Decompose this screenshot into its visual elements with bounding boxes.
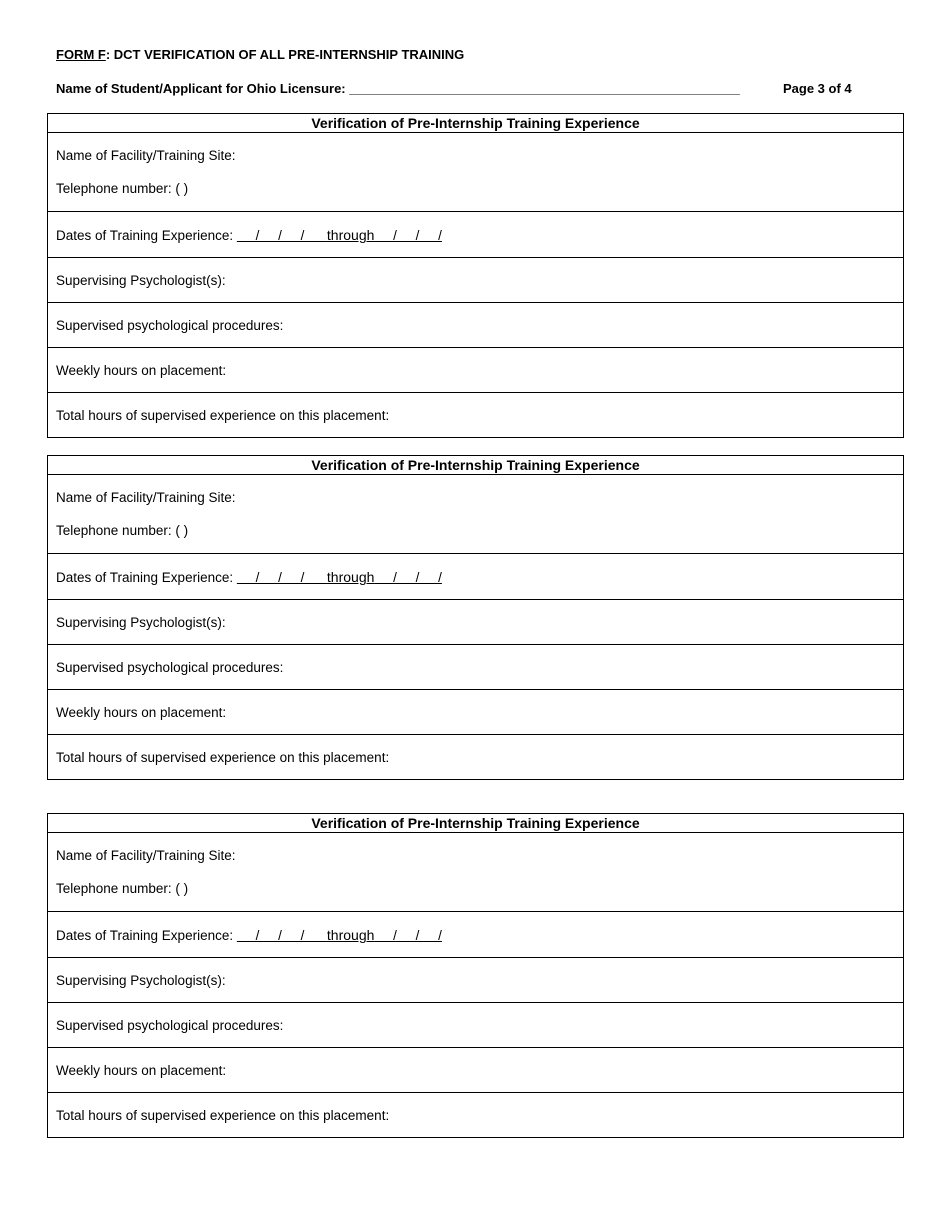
total-hours-field[interactable]: Total hours of supervised experience on this placement: <box>56 408 390 423</box>
facility-name-field[interactable]: Name of Facility/Training Site: <box>56 848 236 863</box>
dates-end[interactable]: / / / <box>374 570 442 585</box>
supervisors-section <box>48 258 903 303</box>
dates-through: through <box>326 569 375 585</box>
facility-section <box>48 133 903 212</box>
weekly-hours-section <box>48 348 903 393</box>
dates-through: through <box>326 927 375 943</box>
total-hours-field[interactable]: Total hours of supervised experience on this placement: <box>56 750 390 765</box>
supervisors-section <box>48 600 903 645</box>
procedures-section <box>48 645 903 690</box>
block-heading: Verification of Pre-Internship Training Experience <box>48 114 903 133</box>
total-hours-section <box>48 735 903 779</box>
page-number: Page 3 of 4 <box>783 81 852 96</box>
facility-section <box>48 833 903 912</box>
telephone-field[interactable]: Telephone number: ( ) <box>56 523 189 538</box>
verification-block-3 <box>47 813 904 1138</box>
dates-section <box>48 912 903 958</box>
weekly-hours-field[interactable]: Weekly hours on placement: <box>56 363 227 378</box>
procedures-section <box>48 303 903 348</box>
total-hours-section <box>48 1093 903 1137</box>
dates-field[interactable] <box>56 569 442 585</box>
supervisors-field[interactable]: Supervising Psychologist(s): <box>56 273 226 288</box>
verification-block-1 <box>47 113 904 438</box>
applicant-name-field[interactable]: ______________________________________________________ <box>349 81 740 96</box>
dates-start[interactable]: / / / <box>236 570 327 585</box>
dates-label: Dates of Training Experience: <box>56 228 234 243</box>
procedures-field[interactable]: Supervised psychological procedures: <box>56 318 284 333</box>
weekly-hours-section <box>48 690 903 735</box>
supervisors-field[interactable]: Supervising Psychologist(s): <box>56 615 226 630</box>
procedures-field[interactable]: Supervised psychological procedures: <box>56 1018 284 1033</box>
dates-end[interactable]: / / / <box>374 928 442 943</box>
supervisors-field[interactable]: Supervising Psychologist(s): <box>56 973 226 988</box>
procedures-section <box>48 1003 903 1048</box>
dates-start[interactable]: / / / <box>236 228 327 243</box>
dates-section <box>48 554 903 600</box>
total-hours-field[interactable]: Total hours of supervised experience on this placement: <box>56 1108 390 1123</box>
form-title-text: : DCT VERIFICATION OF ALL PRE-INTERNSHIP TRAINING <box>105 47 465 62</box>
facility-name-field[interactable]: Name of Facility/Training Site: <box>56 490 236 505</box>
applicant-name-row <box>56 81 740 96</box>
procedures-field[interactable]: Supervised psychological procedures: <box>56 660 284 675</box>
telephone-field[interactable]: Telephone number: ( ) <box>56 881 189 896</box>
dates-label: Dates of Training Experience: <box>56 570 234 585</box>
dates-start[interactable]: / / / <box>236 928 327 943</box>
telephone-field[interactable]: Telephone number: ( ) <box>56 181 189 196</box>
block-heading: Verification of Pre-Internship Training Experience <box>48 456 903 475</box>
weekly-hours-field[interactable]: Weekly hours on placement: <box>56 1063 227 1078</box>
form-title <box>56 47 464 62</box>
weekly-hours-section <box>48 1048 903 1093</box>
form-label: FORM F <box>56 47 106 62</box>
total-hours-section <box>48 393 903 437</box>
dates-label: Dates of Training Experience: <box>56 928 234 943</box>
facility-section <box>48 475 903 554</box>
facility-name-field[interactable]: Name of Facility/Training Site: <box>56 148 236 163</box>
block-heading: Verification of Pre-Internship Training Experience <box>48 814 903 833</box>
supervisors-section <box>48 958 903 1003</box>
verification-block-2 <box>47 455 904 780</box>
dates-end[interactable]: / / / <box>374 228 442 243</box>
dates-through: through <box>326 227 375 243</box>
dates-field[interactable] <box>56 227 442 243</box>
weekly-hours-field[interactable]: Weekly hours on placement: <box>56 705 227 720</box>
dates-field[interactable] <box>56 927 442 943</box>
applicant-name-label: Name of Student/Applicant for Ohio Licensure: <box>56 81 346 96</box>
dates-section <box>48 212 903 258</box>
